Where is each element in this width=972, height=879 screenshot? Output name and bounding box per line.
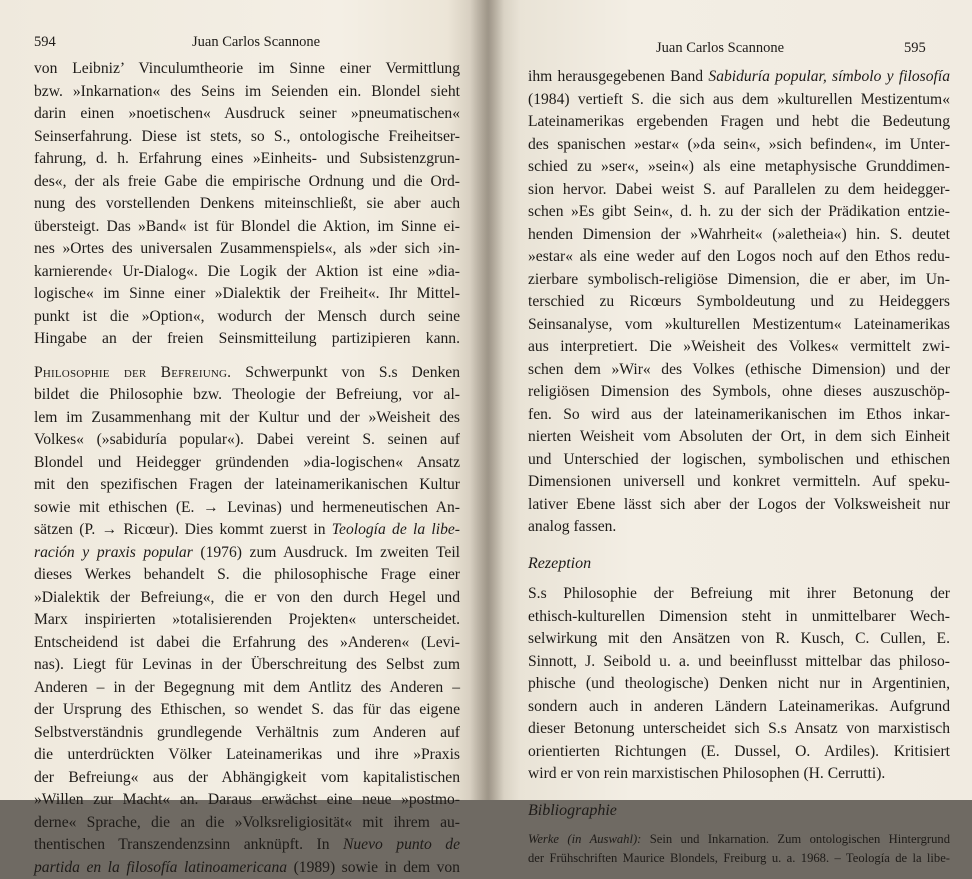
text-line: Blondel und Heidegger gründenden »dia-logischen« Ansatz (34, 452, 460, 475)
text-line: Marx inspirierten »totalisierenden Projekten« unterscheidet. (34, 609, 460, 632)
text-line: der Befreiung« aus der Abhängigkeit vom kapitalistischen (34, 767, 460, 790)
text-run: Schwerpunkt von S.s Denken (231, 364, 460, 381)
book-title: Nuevo punto de (343, 836, 460, 853)
text-line: sion hervor. Dabei weist S. auf Parallelen zu dem heidegger- (528, 179, 950, 202)
right-page (486, 0, 972, 800)
book-title: partida en la filosofía latinoamericana (34, 859, 287, 876)
text-line: sowie mit ethischen (E. → Levinas) und hermeneutischen An- (34, 497, 460, 520)
text-line: Selbstverständnis grundlegende Verhältnis zum Anderen auf (34, 722, 460, 745)
text-line: schied zu »ser«, »sein«) als eine metaphysische Grunddimen- (528, 156, 950, 179)
running-head-right: Juan Carlos Scannone (656, 40, 784, 57)
text-line: bzw. »Inkarnation« des Seins im Seienden ein. Blondel sieht (34, 81, 460, 104)
paragraph-rezeption (528, 583, 950, 786)
text-line: schen »Es gibt Sein«, d. h. zu der sich der Prädikation entzie- (528, 201, 950, 224)
text-line: lativer Ebene lässt sich aber der Logos der Volksweisheit nur (528, 494, 950, 517)
text-line: sondern auch in anderen Ländern Lateinamerikas. Aufgrund (528, 696, 950, 719)
text-line: Dimensionen universell und konkret vermitteln. Auf speku- (528, 471, 950, 494)
text-line: dieses Werkes behandelt S. die philosophische Frage einer (34, 564, 460, 587)
heading-rezeption: Rezeption (528, 553, 950, 576)
text-line: zierbare symbolisch-religiöse Dimension, die er aber, im Un- (528, 269, 950, 292)
text-line: »estar« als eine weder auf den Logos noch auf den Ethos redu- (528, 246, 950, 269)
text-line: religiösen Dimension des Symbols, ohne dieses auszuschöp- (528, 381, 950, 404)
text-line: »Dialektik der Befreiung«, die er von den durch Hegel und (34, 587, 460, 610)
text-line (34, 519, 460, 542)
text-line: nierten Weisheit vom Absoluten der Ort, in dem sich Einheit (528, 426, 950, 449)
text-line (34, 542, 460, 565)
text-line: dieser Betonung unterscheidet sich S.s Ansatz von marxistisch (528, 718, 950, 741)
text-line: nes »Ortes des universalen Zusammenspiels«, als »der sich ›in- (34, 238, 460, 261)
text-line: von Leibniz’ Vinculumtheorie im Sinne einer Vermittlung (34, 58, 460, 81)
text-line: »Willen zur Macht« an. Daraus erwächst eine neue »postmo- (34, 789, 460, 812)
text-line: (1984) vertieft S. die sich aus dem »kulturellen Mestizentum« (528, 89, 950, 112)
text-run: (1989) sowie in dem von (287, 859, 460, 876)
text-line: schen dem »Wir« des Volkes (ethische Dimension) und der (528, 359, 950, 382)
text-run: thentischen Transzendenzsinn anknüpft. In (34, 836, 330, 853)
paragraph-befreiung (34, 362, 460, 879)
text-line: der Ursprung des Ethischen, so wendet S. das für das eigene (34, 699, 460, 722)
text-line: phische (und theologische) Denken nicht nur in Argentinien, (528, 673, 950, 696)
text-line (34, 834, 460, 857)
text-line: analog fassen. (528, 516, 950, 539)
text-line: derne« Sprache, die an die »Volksreligiosität« mit ihrem au- (34, 812, 460, 835)
text-line: lem im Zusammenhang mit der Kultur und der »Weisheit des (34, 407, 460, 430)
text-line: übersteigt. Das »Band« ist für Blondel die Aktion, im Sinne ei- (34, 216, 460, 239)
book-title: Teología de la libe- (332, 521, 460, 538)
page-number-left: 594 (34, 34, 56, 51)
text-line: bildet die Philosophie bzw. Theologie der Befreiung, vor al- (34, 384, 460, 407)
text-line: Seinsanalyse, vom »kulturellen Mestizentum« Lateinamerikas (528, 314, 950, 337)
text-line: punkt ist die »Option«, wodurch der Mensch durch seine (34, 306, 460, 329)
text-line (34, 362, 460, 385)
text-run: Sein und Inkarnation. Zum ontologischen Hintergrund (641, 832, 950, 846)
paragraph-leibniz (34, 58, 460, 351)
text-run: ihm herausgegebenen Band (528, 68, 708, 85)
text-line: karnierende‹ Ur-Dialog«. Die Logik der Aktion ist eine »dia- (34, 261, 460, 284)
left-page (0, 0, 486, 800)
text-line: ethisch-kulturellen Dimension steht in unmittelbarer Wech- (528, 606, 950, 629)
text-run: sätzen (P. → Ricœur). Dies kommt zuerst in (34, 521, 326, 538)
book-gutter-shadow (470, 0, 504, 800)
text-line: Entscheidend ist dabei die Erfahrung des »Anderen« (Levi- (34, 632, 460, 655)
text-line: des spanischen »estar« (»da sein«, »sich befinden«, im Unter- (528, 134, 950, 157)
text-line: S.s Philosophie der Befreiung mit ihrer Betonung der (528, 583, 950, 606)
book-title: Sabiduría popular, símbolo y filosofía (708, 68, 950, 85)
text-line: Anderen – in der Begegnung mit dem Antlitz des Anderen – (34, 677, 460, 700)
text-line: darin einen »noetischen« Ausdruck seiner »pneumatischen« (34, 103, 460, 126)
text-line: Seinserfahrung. Diese ist stets, so S., ontologische Freiheitser- (34, 126, 460, 149)
text-line (528, 66, 950, 89)
text-line: und Unterschied der logischen, symbolischen und ethischen (528, 449, 950, 472)
text-line: terschied zu Ricœurs Symboldeutung und zu Heideggers (528, 291, 950, 314)
text-line: nas). Liegt für Levinas in der Überschreitung des Selbst zum (34, 654, 460, 677)
text-line: fahrung, d. h. Erfahrung eines »Einheits- und Subsistenzgrun- (34, 148, 460, 171)
section-label: Philosophie der Befreiung. (34, 364, 231, 381)
page-number-right: 595 (904, 40, 926, 57)
text-line: Sinnott, J. Seibold u. a. und beeinflusst mittelbar das philoso- (528, 651, 950, 674)
text-line: die unterdrückten Völker Lateinamerikas und ihre »Praxis (34, 744, 460, 767)
text-line: logische« im Sinne einer »Dialektik der Freiheit«. Ihr Mittel- (34, 283, 460, 306)
text-line: orientierten Richtungen (E. Dussel, O. Ardiles). Kritisiert (528, 741, 950, 764)
text-line: selwirkung mit den Ansätzen von R. Kusch, C. Cullen, E. (528, 628, 950, 651)
text-line: aus interpretiert. Die »Weisheit des Volkes« vermittelt zwi- (528, 336, 950, 359)
book-title: ración y praxis popular (34, 544, 193, 561)
right-page-body (528, 66, 950, 868)
heading-bibliographie: Bibliographie (528, 800, 950, 823)
paragraph-gap (34, 351, 460, 362)
bibliography-entry (528, 830, 950, 868)
text-line: wird er von rein marxistischen Philosophen (H. Cerrutti). (528, 763, 950, 786)
text-line (34, 857, 460, 879)
paragraph-sabiduria (528, 66, 950, 539)
running-head-left: Juan Carlos Scannone (192, 34, 320, 51)
text-line: des«, der als freie Gabe die empirische Ordnung und die Ord- (34, 171, 460, 194)
text-run: (1976) zum Ausdruck. Im zweiten Teil (193, 544, 460, 561)
text-line: der Frühschriften Maurice Blondels, Freiburg u. a. 1968. – Teología de la libe- (528, 849, 950, 868)
text-line: Hingabe an der freien Seinsmitteilung partizipieren kann. (34, 328, 460, 351)
text-line: Volkes« (»sabiduría popular«). Dabei vereint S. seinen auf (34, 429, 460, 452)
text-line: fen. So wird aus der lateinamerikanischen im Ethos inkar- (528, 404, 950, 427)
text-line: Lateinamerikas ergebenden Fragen und hebt die Bedeutung (528, 111, 950, 134)
text-line (528, 830, 950, 849)
bibliography-label: Werke (in Auswahl): (528, 832, 641, 846)
text-line: nung des vorstellenden Denkens miteinschließt, sie aber auch (34, 193, 460, 216)
text-line: mit den spezifischen Fragen der lateinamerikanischen Kultur (34, 474, 460, 497)
left-page-body (34, 58, 460, 879)
text-line: henden Dimension der »Wahrheit« (»aletheia«) hin. S. deutet (528, 224, 950, 247)
